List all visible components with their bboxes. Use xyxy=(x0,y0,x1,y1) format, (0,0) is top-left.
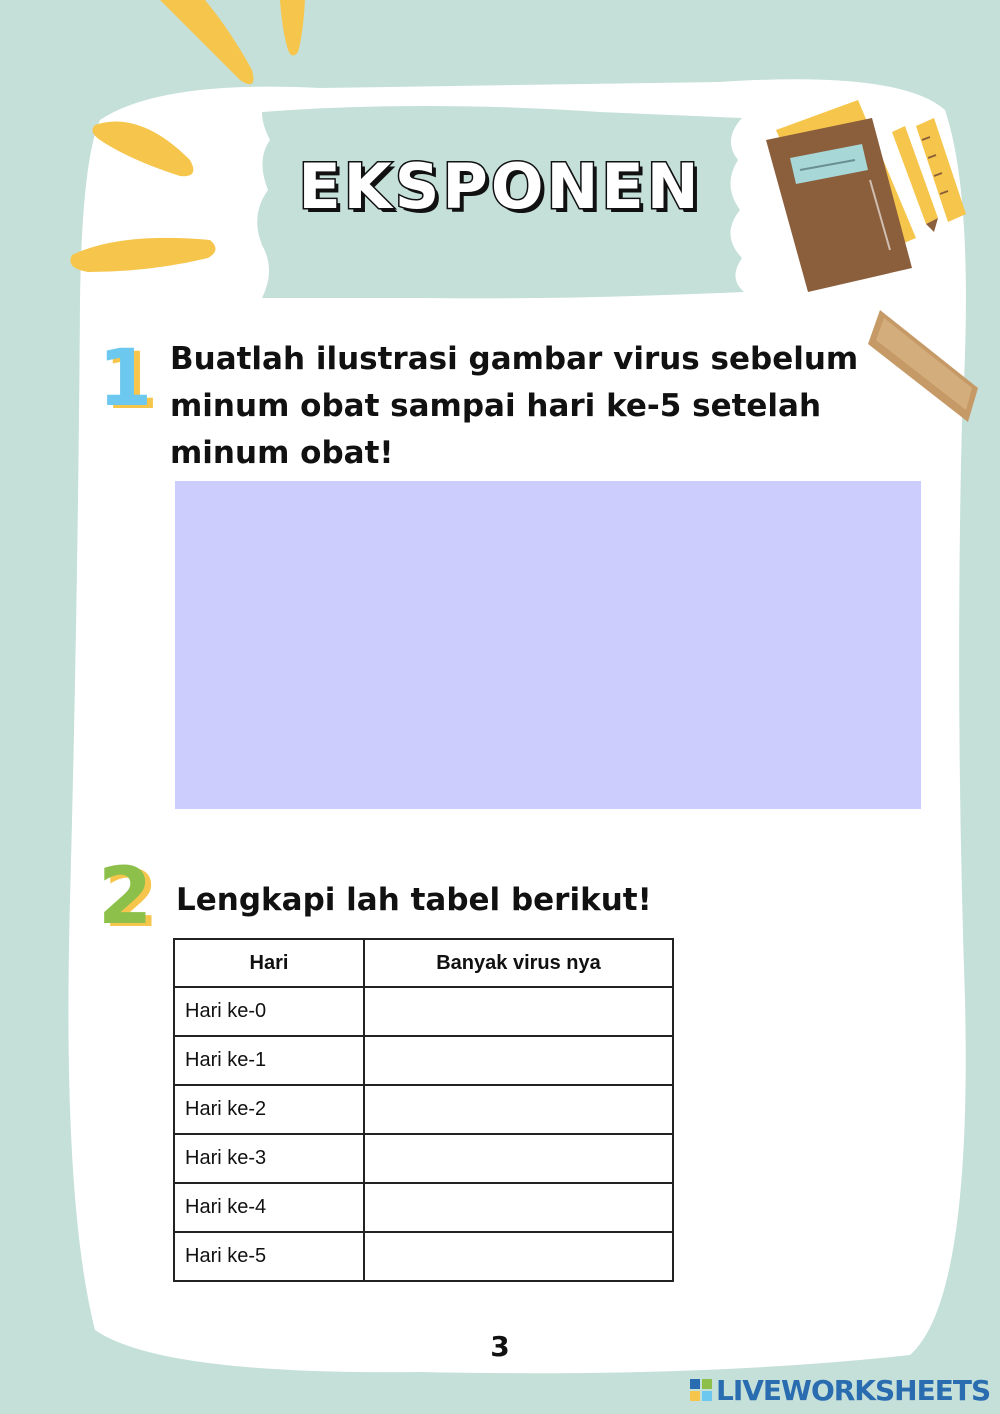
column-header-hari: Hari xyxy=(174,939,364,987)
table-header-row xyxy=(174,939,673,987)
table-row xyxy=(174,1232,673,1281)
virus-count-answer-cell[interactable] xyxy=(364,1183,673,1232)
question-1-line: minum obat sampai hari ke-5 setelah xyxy=(170,388,822,424)
day-cell: Hari ke-3 xyxy=(174,1134,364,1183)
brand-name: LIVEWORKSHEETS xyxy=(716,1373,991,1407)
day-cell: Hari ke-0 xyxy=(174,987,364,1036)
table-row xyxy=(174,1183,673,1232)
page-number: 3 xyxy=(490,1330,510,1363)
question-1-text xyxy=(170,336,870,477)
question-1-line: Buatlah ilustrasi gambar virus sebelum xyxy=(170,341,859,377)
table-row xyxy=(174,987,673,1036)
brand-logo-icon xyxy=(690,1379,712,1401)
page-title: EKSPONEN xyxy=(298,150,702,223)
day-cell: Hari ke-4 xyxy=(174,1183,364,1232)
question-1-line: minum obat! xyxy=(170,435,394,471)
column-header-banyak-virus: Banyak virus nya xyxy=(364,939,673,987)
brand-footer[interactable] xyxy=(690,1373,990,1407)
question-1-number: 1 xyxy=(98,334,153,424)
virus-count-answer-cell[interactable] xyxy=(364,1036,673,1085)
virus-table xyxy=(173,938,674,1282)
day-cell: Hari ke-2 xyxy=(174,1085,364,1134)
day-cell: Hari ke-1 xyxy=(174,1036,364,1085)
table-row xyxy=(174,1134,673,1183)
drawing-answer-area[interactable] xyxy=(175,481,921,809)
virus-count-answer-cell[interactable] xyxy=(364,1085,673,1134)
question-2-number: 2 xyxy=(98,852,153,942)
virus-count-answer-cell[interactable] xyxy=(364,1134,673,1183)
day-cell: Hari ke-5 xyxy=(174,1232,364,1281)
table-row xyxy=(174,1085,673,1134)
virus-count-answer-cell[interactable] xyxy=(364,987,673,1036)
table-row xyxy=(174,1036,673,1085)
virus-count-answer-cell[interactable] xyxy=(364,1232,673,1281)
question-2-text: Lengkapi lah tabel berikut! xyxy=(176,882,652,918)
